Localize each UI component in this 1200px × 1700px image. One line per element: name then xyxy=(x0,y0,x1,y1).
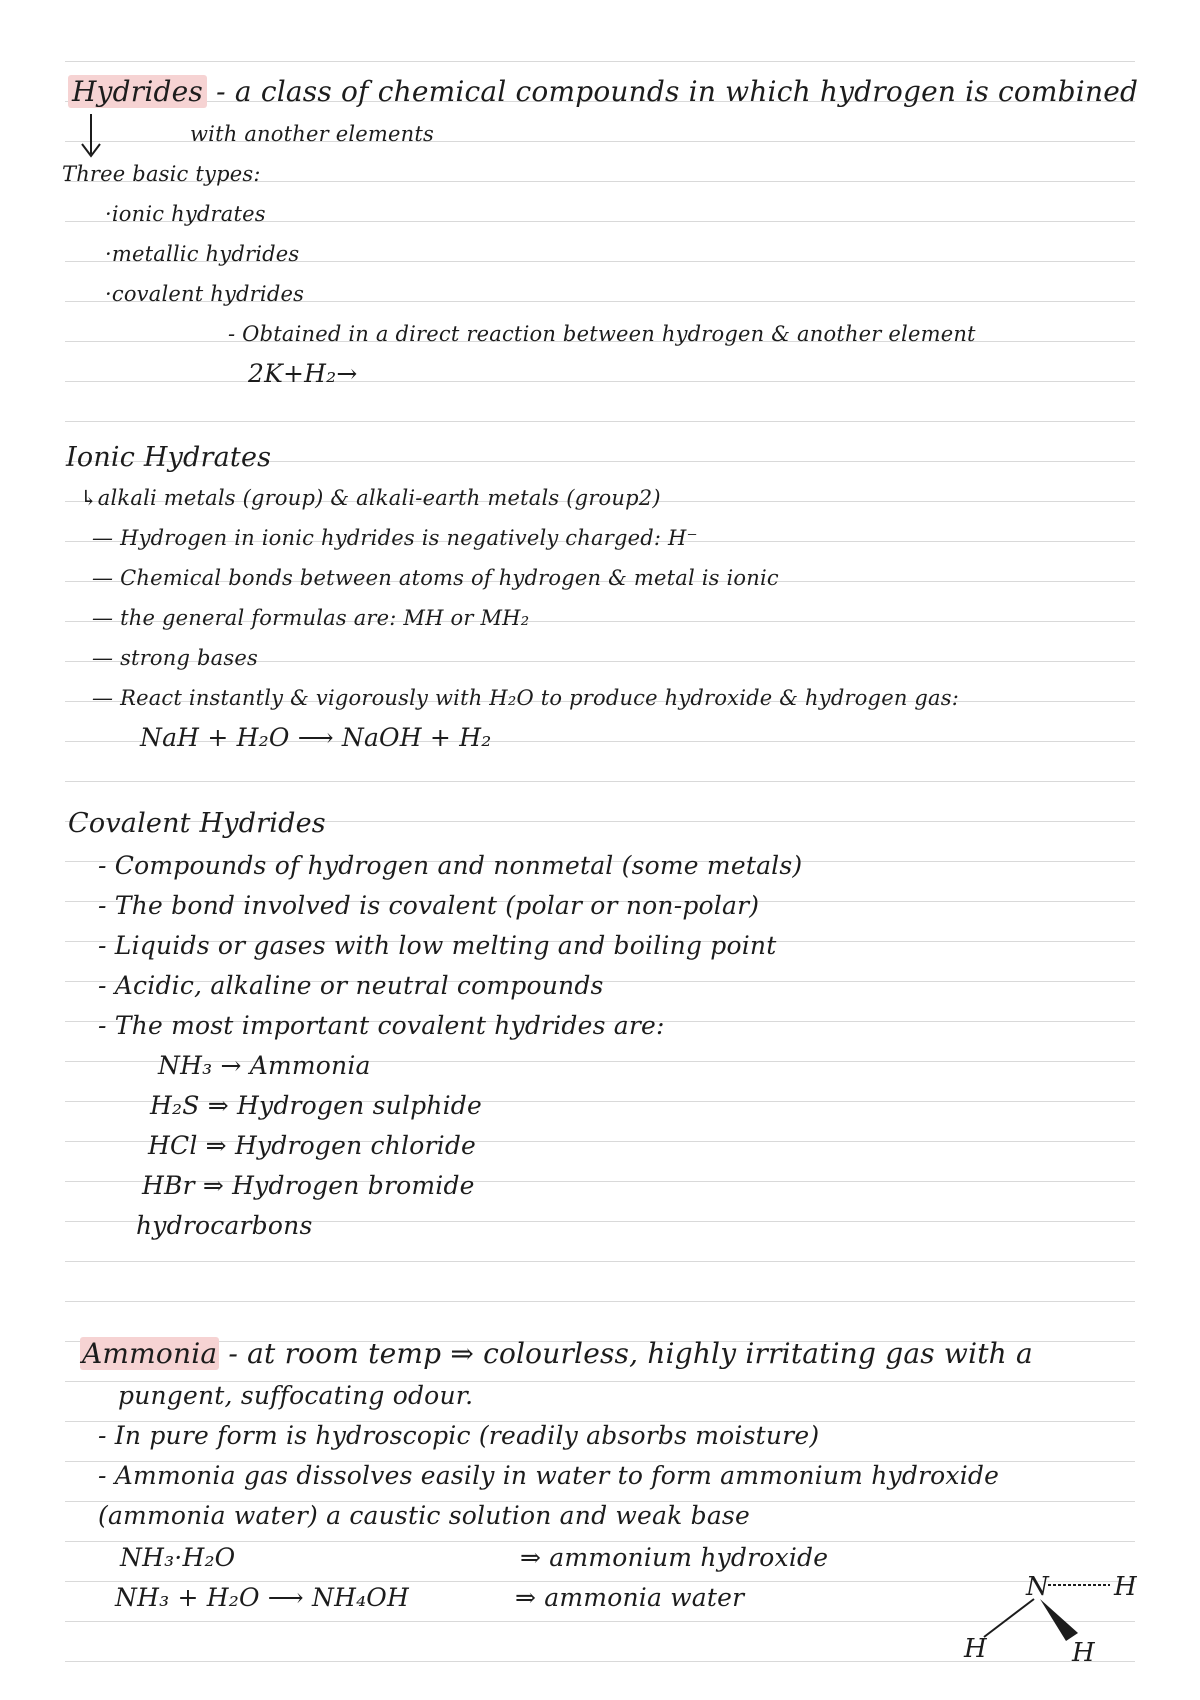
ionic-line-bases: — strong bases xyxy=(92,646,258,670)
reaction-equation: 2K+H₂→ xyxy=(248,359,358,388)
ammonia-equation-1-left: NH₃·H₂O xyxy=(120,1543,236,1572)
ammonia-line-dissolves: - Ammonia gas dissolves easily in water to form ammonium hydroxide xyxy=(98,1461,1000,1490)
type-item-covalent: ·covalent hydrides xyxy=(105,282,305,306)
arrow-down-icon xyxy=(78,112,104,160)
ammonia-title: Ammonia xyxy=(82,1337,218,1370)
hydrides-definition-cont: with another elements xyxy=(190,122,434,146)
hydrides-title: Hydrides xyxy=(68,75,207,108)
ammonia-molecule-diagram xyxy=(960,1565,1160,1675)
ammonia-equation-2-left: NH₃ + H₂O ⟶ NH₄OH xyxy=(115,1583,409,1612)
molecule-atom-h3: H xyxy=(1072,1638,1095,1668)
ammonia-equation-2-right: ⇒ ammonia water xyxy=(515,1583,745,1612)
ammonia-line-caustic: (ammonia water) a caustic solution and weak base xyxy=(98,1501,750,1530)
covalent-item-nh3: NH₃ → Ammonia xyxy=(158,1051,371,1080)
ammonia-line-odour: pungent, suffocating odour. xyxy=(118,1381,474,1410)
type-item-ionic: ·ionic hydrates xyxy=(105,202,266,226)
covalent-line-acidity: - Acidic, alkaline or neutral compounds xyxy=(98,971,604,1000)
ionic-title: Ionic Hydrates xyxy=(66,442,272,473)
ammonia-intro-line xyxy=(80,1334,1033,1374)
covalent-item-h2s: H₂S ⇒ Hydrogen sulphide xyxy=(150,1091,482,1120)
covalent-item-hbr: HBr ⇒ Hydrogen bromide xyxy=(142,1171,475,1200)
covalent-item-hcl: HCl ⇒ Hydrogen chloride xyxy=(148,1131,477,1160)
obtained-note: - Obtained in a direct reaction between hydrogen & another element xyxy=(228,322,976,346)
covalent-line-bond: - The bond involved is covalent (polar or non-polar) xyxy=(98,891,760,920)
ionic-equation: NaH + H₂O ⟶ NaOH + H₂ xyxy=(140,723,492,752)
molecule-atom-h1: H xyxy=(1114,1572,1137,1602)
ammonia-intro: - at room temp ⇒ colourless, highly irritating gas with a xyxy=(219,1337,1033,1370)
hydrides-definition: - a class of chemical compounds in which hydrogen is combined xyxy=(206,75,1139,108)
ammonia-equation-1-right: ⇒ ammonium hydroxide xyxy=(520,1543,829,1572)
covalent-line-important: - The most important covalent hydrides are: xyxy=(98,1011,665,1040)
type-item-metallic: ·metallic hydrides xyxy=(105,242,300,266)
covalent-title: Covalent Hydrides xyxy=(68,808,326,839)
hydrides-definition-line xyxy=(68,72,1138,112)
molecule-atom-n: N xyxy=(1026,1572,1049,1602)
ionic-line-formulas: — the general formulas are: MH or MH₂ xyxy=(92,606,530,630)
covalent-line-compounds: - Compounds of hydrogen and nonmetal (some metals) xyxy=(98,851,803,880)
ionic-line-react: — React instantly & vigorously with H₂O to produce hydroxide & hydrogen gas: xyxy=(92,686,960,710)
ionic-line-groups: ↳alkali metals (group) & alkali-earth metals (group2) xyxy=(80,486,661,510)
ionic-line-bonds: — Chemical bonds between atoms of hydrogen & metal is ionic xyxy=(92,566,779,590)
covalent-item-hydrocarbons: hydrocarbons xyxy=(136,1211,313,1240)
types-heading: Three basic types: xyxy=(62,162,261,186)
covalent-line-state: - Liquids or gases with low melting and boiling point xyxy=(98,931,777,960)
ionic-line-charge: — Hydrogen in ionic hydrides is negatively charged: H⁻ xyxy=(92,526,698,550)
ammonia-line-pure: - In pure form is hydroscopic (readily absorbs moisture) xyxy=(98,1421,820,1450)
molecule-atom-h2: H xyxy=(964,1634,987,1664)
